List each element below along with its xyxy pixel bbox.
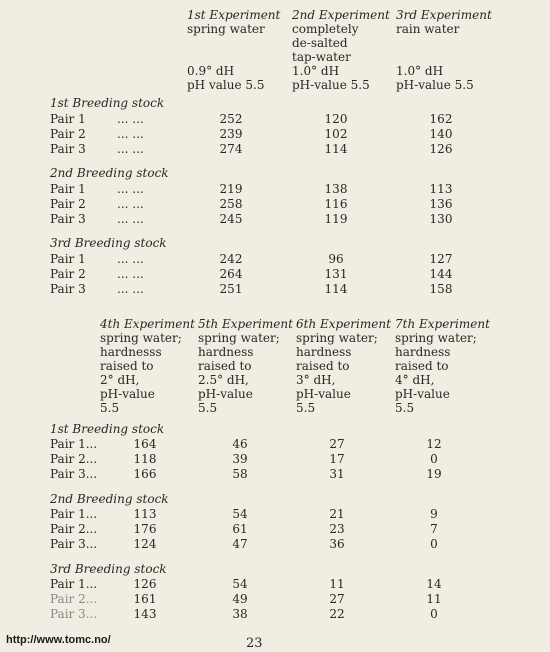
- leader-dots: ... ...: [117, 252, 144, 266]
- table-cell-value: 219: [219, 182, 243, 196]
- table-cell-value: 0: [430, 607, 438, 621]
- top-experiment-condition: pH-value 5.5: [292, 78, 370, 92]
- pair-label: Pair 1...: [50, 577, 98, 591]
- pair-label: Pair 3: [50, 212, 86, 226]
- bottom-experiment-title: 7th Experiment: [395, 317, 490, 331]
- table-cell-value: 14: [426, 577, 442, 591]
- top-experiment-title: 2nd Experiment: [292, 8, 390, 22]
- table-cell-value: 102: [324, 127, 348, 141]
- pair-label: Pair 2...: [50, 452, 98, 466]
- table-cell-value: 19: [426, 467, 442, 481]
- table-cell-value: 124: [133, 537, 157, 551]
- bottom-experiment-condition: spring water;: [395, 331, 477, 345]
- bottom-experiment-condition: 5.5: [296, 401, 316, 415]
- top-experiment-condition: completely: [292, 22, 359, 36]
- leader-dots: ... ...: [117, 212, 144, 226]
- table-cell-value: 114: [324, 142, 348, 156]
- table-cell-value: 176: [133, 522, 157, 536]
- bottom-experiment-condition: 5.5: [395, 401, 415, 415]
- bottom-experiment-condition: pH-value: [198, 387, 253, 401]
- pair-label: Pair 3...: [50, 607, 98, 621]
- top-experiment-condition: 0.9° dH: [187, 64, 235, 78]
- bottom-experiment-condition: raised to: [395, 359, 449, 373]
- table-cell-value: 144: [429, 267, 453, 281]
- top-experiment-condition: pH value 5.5: [187, 78, 265, 92]
- table-cell-value: 22: [329, 607, 345, 621]
- bottom-experiment-title: 4th Experiment: [100, 317, 195, 331]
- table-cell-value: 245: [219, 212, 243, 226]
- table-cell-value: 38: [232, 607, 248, 621]
- table-cell-value: 242: [219, 252, 243, 266]
- bottom-experiment-condition: pH-value: [395, 387, 450, 401]
- table-cell-value: 258: [219, 197, 243, 211]
- leader-dots: ... ...: [117, 197, 144, 211]
- top-experiment-condition: rain water: [396, 22, 460, 36]
- bottom-experiment-condition: 4° dH,: [395, 373, 435, 387]
- top-experiment-title: 3rd Experiment: [396, 8, 492, 22]
- table-cell-value: 49: [232, 592, 248, 606]
- table-cell-value: 27: [329, 437, 345, 451]
- table-cell-value: 21: [329, 507, 345, 521]
- bottom-experiment-condition: 2° dH,: [100, 373, 140, 387]
- breeding-stock-label: 2nd Breeding stock: [50, 166, 169, 180]
- table-cell-value: 126: [133, 577, 157, 591]
- table-cell-value: 31: [329, 467, 345, 481]
- breeding-stock-label: 3rd Breeding stock: [50, 236, 167, 250]
- top-experiment-title: 1st Experiment: [187, 8, 281, 22]
- bottom-experiment-condition: pH-value: [100, 387, 155, 401]
- table-cell-value: 36: [329, 537, 345, 551]
- table-cell-value: 120: [324, 112, 348, 126]
- table-cell-value: 96: [328, 252, 344, 266]
- table-cell-value: 130: [429, 212, 453, 226]
- pair-label: Pair 2: [50, 267, 86, 281]
- top-experiment-condition: spring water: [187, 22, 265, 36]
- pair-label: Pair 3: [50, 142, 86, 156]
- page-number: 23: [246, 636, 263, 651]
- leader-dots: ... ...: [117, 112, 144, 126]
- bottom-experiment-condition: spring water;: [296, 331, 378, 345]
- pair-label: Pair 1...: [50, 507, 98, 521]
- table-cell-value: 274: [219, 142, 243, 156]
- table-cell-value: 119: [324, 212, 348, 226]
- table-cell-value: 46: [232, 437, 248, 451]
- pair-label: Pair 1: [50, 182, 86, 196]
- pair-label: Pair 1: [50, 112, 86, 126]
- bottom-experiment-condition: spring water;: [100, 331, 182, 345]
- bottom-experiment-condition: raised to: [100, 359, 154, 373]
- table-cell-value: 39: [232, 452, 248, 466]
- table-cell-value: 140: [429, 127, 453, 141]
- table-cell-value: 166: [133, 467, 157, 481]
- table-cell-value: 127: [429, 252, 453, 266]
- pair-label: Pair 2...: [50, 592, 98, 606]
- table-cell-value: 23: [329, 522, 345, 536]
- pair-label: Pair 3...: [50, 467, 98, 481]
- table-cell-value: 158: [429, 282, 453, 296]
- table-cell-value: 118: [133, 452, 157, 466]
- bottom-experiment-condition: raised to: [198, 359, 252, 373]
- table-cell-value: 0: [430, 452, 438, 466]
- table-cell-value: 17: [329, 452, 345, 466]
- pair-label: Pair 2: [50, 127, 86, 141]
- table-cell-value: 164: [133, 437, 157, 451]
- bottom-experiment-title: 6th Experiment: [296, 317, 391, 331]
- table-cell-value: 11: [329, 577, 345, 591]
- table-cell-value: 143: [133, 607, 157, 621]
- top-experiment-condition: 1.0° dH: [396, 64, 444, 78]
- table-cell-value: 47: [232, 537, 248, 551]
- table-cell-value: 9: [430, 507, 438, 521]
- breeding-stock-label: 1st Breeding stock: [50, 422, 165, 436]
- table-cell-value: 138: [324, 182, 348, 196]
- bottom-experiment-condition: raised to: [296, 359, 350, 373]
- bottom-experiment-condition: pH-value: [296, 387, 351, 401]
- leader-dots: ... ...: [117, 127, 144, 141]
- bottom-experiment-condition: hardnesss: [100, 345, 162, 359]
- bottom-experiment-condition: 2.5° dH,: [198, 373, 249, 387]
- table-cell-value: 12: [426, 437, 442, 451]
- bottom-experiment-condition: hardness: [198, 345, 254, 359]
- table-cell-value: 252: [219, 112, 243, 126]
- bottom-experiment-condition: 5.5: [100, 401, 120, 415]
- table-cell-value: 54: [232, 507, 248, 521]
- breeding-stock-label: 2nd Breeding stock: [50, 492, 169, 506]
- table-cell-value: 61: [232, 522, 248, 536]
- source-url[interactable]: http://www.tomc.no/: [6, 634, 111, 646]
- table-cell-value: 58: [232, 467, 248, 481]
- table-cell-value: 54: [232, 577, 248, 591]
- table-cell-value: 239: [219, 127, 243, 141]
- bottom-experiment-condition: spring water;: [198, 331, 280, 345]
- pair-label: Pair 1...: [50, 437, 98, 451]
- table-cell-value: 131: [324, 267, 348, 281]
- leader-dots: ... ...: [117, 267, 144, 281]
- leader-dots: ... ...: [117, 282, 144, 296]
- table-cell-value: 114: [324, 282, 348, 296]
- leader-dots: ... ...: [117, 182, 144, 196]
- table-cell-value: 113: [133, 507, 157, 521]
- table-cell-value: 0: [430, 537, 438, 551]
- leader-dots: ... ...: [117, 142, 144, 156]
- table-cell-value: 116: [324, 197, 348, 211]
- bottom-experiment-condition: 5.5: [198, 401, 218, 415]
- bottom-experiment-title: 5th Experiment: [198, 317, 293, 331]
- breeding-stock-label: 1st Breeding stock: [50, 96, 165, 110]
- table-cell-value: 251: [219, 282, 243, 296]
- table-cell-value: 161: [133, 592, 157, 606]
- top-experiment-condition: pH-value 5.5: [396, 78, 474, 92]
- pair-label: Pair 3...: [50, 537, 98, 551]
- bottom-experiment-condition: 3° dH,: [296, 373, 336, 387]
- pair-label: Pair 2...: [50, 522, 98, 536]
- breeding-stock-label: 3rd Breeding stock: [50, 562, 167, 576]
- table-cell-value: 126: [429, 142, 453, 156]
- table-cell-value: 162: [429, 112, 453, 126]
- top-experiment-condition: de-salted: [292, 36, 348, 50]
- table-cell-value: 11: [426, 592, 442, 606]
- bottom-experiment-condition: hardness: [296, 345, 352, 359]
- pair-label: Pair 3: [50, 282, 86, 296]
- table-cell-value: 7: [430, 522, 438, 536]
- pair-label: Pair 1: [50, 252, 86, 266]
- table-cell-value: 113: [429, 182, 453, 196]
- pair-label: Pair 2: [50, 197, 86, 211]
- table-cell-value: 264: [219, 267, 243, 281]
- bottom-experiment-condition: hardness: [395, 345, 451, 359]
- top-experiment-condition: 1.0° dH: [292, 64, 340, 78]
- table-cell-value: 27: [329, 592, 345, 606]
- table-cell-value: 136: [429, 197, 453, 211]
- top-experiment-condition: tap-water: [292, 50, 351, 64]
